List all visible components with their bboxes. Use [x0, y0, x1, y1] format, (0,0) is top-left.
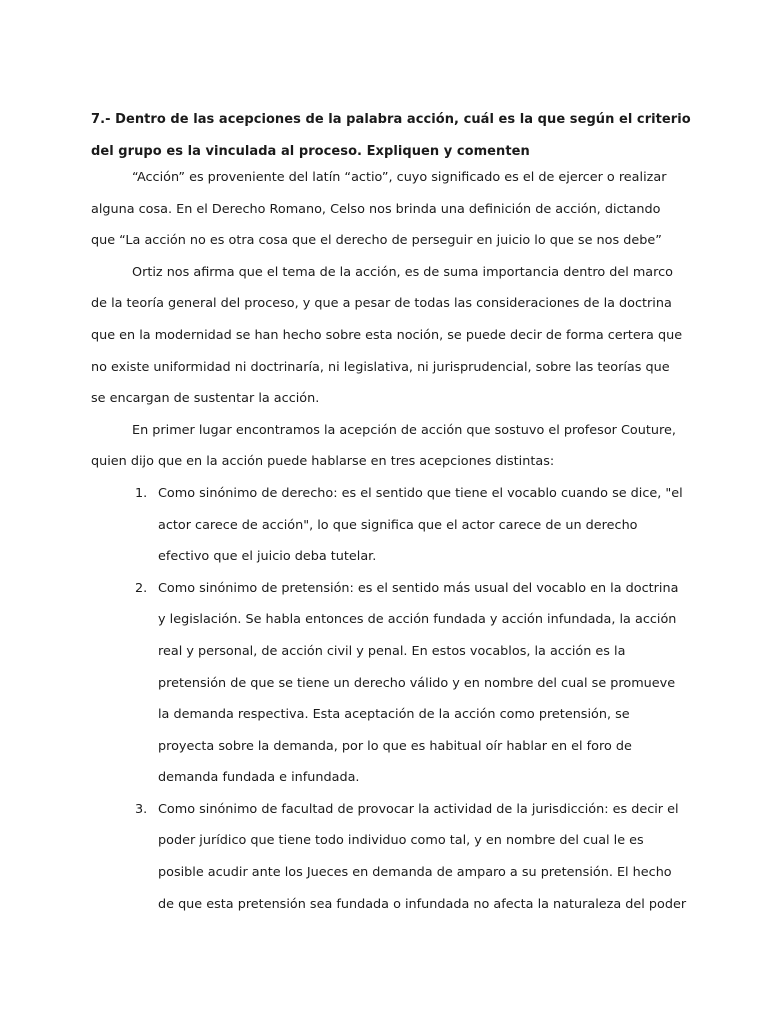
- list-number: 2.: [135, 580, 148, 596]
- list-line: Como sinónimo de facultad de provocar la actividad de la jurisdicción: es decir el: [158, 801, 679, 817]
- list-line: y legislación. Se habla entonces de acción fundada y acción infundada, la acción: [158, 612, 677, 628]
- list-number: 1.: [135, 485, 148, 501]
- paragraph-line: que “La acción no es otra cosa que el derecho de perseguir en juicio lo que se nos debe”: [91, 233, 662, 249]
- list-item: [91, 573, 691, 794]
- list-line: de que esta pretensión sea fundada o infundada no afecta la naturaleza del poder: [158, 896, 687, 912]
- list-line: efectivo que el juicio deba tutelar.: [158, 549, 377, 565]
- paragraph-ortiz: [91, 257, 691, 415]
- list-item: [91, 794, 691, 920]
- list-number: 3.: [135, 801, 148, 817]
- list-line: demanda fundada e infundada.: [158, 770, 360, 786]
- paragraph-couture: [91, 415, 691, 478]
- paragraph-line: se encargan de sustentar la acción.: [91, 391, 320, 407]
- list-line: actor carece de acción", lo que significa que el actor carece de un derecho: [158, 517, 638, 533]
- paragraph-line: no existe uniformidad ni doctrinaría, ni legislativa, ni jurisprudencial, sobre las teorías que: [91, 359, 670, 375]
- paragraph-line: Ortiz nos afirma que el tema de la acción, es de suma importancia dentro del marco: [132, 264, 673, 280]
- paragraph-line: quien dijo que en la acción puede hablarse en tres acepciones distintas:: [91, 454, 555, 470]
- list-line: real y personal, de acción civil y penal. En estos vocablos, la acción es la: [158, 643, 626, 659]
- list-line: proyecta sobre la demanda, por lo que es habitual oír hablar en el foro de: [158, 738, 632, 754]
- list-line: posible acudir ante los Jueces en demanda de amparo a su pretensión. El hecho: [158, 865, 672, 881]
- paragraph-line: alguna cosa. En el Derecho Romano, Celso nos brinda una definición de acción, dictando: [91, 201, 661, 217]
- paragraph-line: En primer lugar encontramos la acepción de acción que sostuvo el profesor Couture,: [132, 422, 676, 438]
- paragraph-line: que en la modernidad se han hecho sobre esta noción, se puede decir de forma certera que: [91, 327, 683, 343]
- list-line: la demanda respectiva. Esta aceptación de la acción como pretensión, se: [158, 707, 630, 723]
- paragraph-line: “Acción” es proveniente del latín “actio”, cuyo significado es el de ejercer o realizar: [132, 170, 667, 185]
- list-item: [91, 478, 691, 573]
- paragraph-accion-origen: [91, 162, 691, 257]
- document-body: [91, 162, 691, 920]
- list-line: poder jurídico que tiene todo individuo como tal, y en nombre del cual le es: [158, 833, 644, 849]
- list-line: Como sinónimo de derecho: es el sentido que tiene el vocablo cuando se dice, "el: [158, 485, 683, 501]
- heading-line: del grupo es la vinculada al proceso. Expliquen y comenten: [91, 143, 530, 159]
- list-line: Como sinónimo de pretensión: es el sentido más usual del vocablo en la doctrina: [158, 580, 679, 596]
- acepciones-list: [91, 478, 691, 920]
- paragraph-line: de la teoría general del proceso, y que a pesar de todas las consideraciones de la doctrina: [91, 296, 672, 312]
- list-line: pretensión de que se tiene un derecho válido y en nombre del cual se promueve: [158, 675, 676, 691]
- heading-line: 7.- Dentro de las acepciones de la palabra acción, cuál es la que según el criterio: [91, 112, 691, 127]
- question-heading: [91, 104, 691, 167]
